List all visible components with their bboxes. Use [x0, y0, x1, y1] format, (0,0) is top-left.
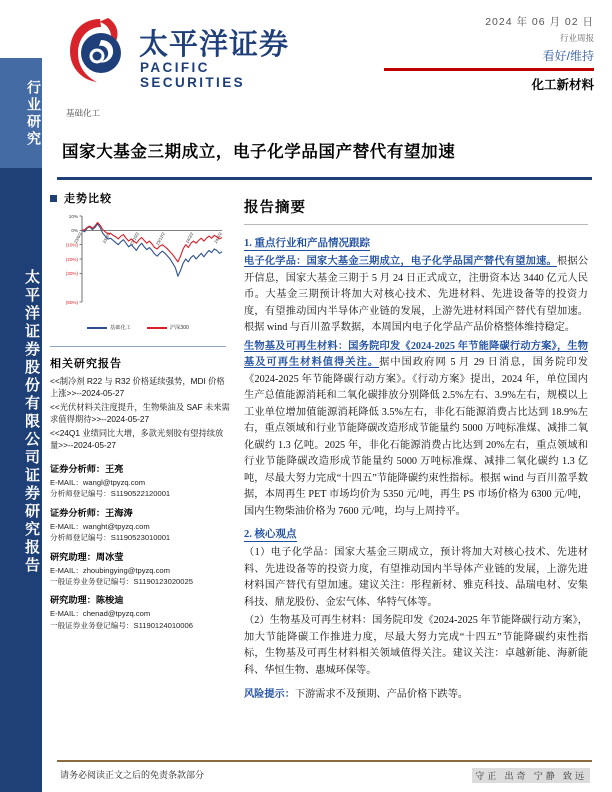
legend-swatch: [147, 327, 167, 329]
analyst-name: 研究助理：周冰莹: [50, 551, 124, 562]
chart-legend-item: [147, 324, 189, 331]
analyst-email[interactable]: E-MAIL：wangl@tpyzq.com: [50, 478, 146, 488]
legend-label: 沪深300: [169, 325, 189, 331]
section-1-body-1: 根据公开信息，国家大基金三期于 5 月 24 日正式成立，注册资本达 3440 亿元人民币。大基金三期预计将加大对核心技术、先进材料、先进设备等的投资力度，有望推动国内半导体产业链的发展，上游先进材料国产替代有望加速。根据 wind 与百川盈孚数据，本周国内电子化学品产品价格整体维持稳定。: [244, 256, 589, 334]
pacific-securities-logo-icon: [67, 16, 133, 84]
svg-text:(50%): (50%): [65, 299, 78, 305]
section-2-item-2: （2）生物基及可再生材料：国务院印发《2024-2025 年节能降碳行动方案》，加大节能降碳工作推进力度，尽最大努力完成“十四五”节能降碳约束性指标，生物基及可再生材料相关领域值得关注。建议关注：卓越新能、海新能科、华恒生物、惠城环保等。: [244, 615, 588, 676]
sidebar-label-industry-research: 行业研究: [25, 80, 40, 148]
svg-text:(30%): (30%): [65, 271, 78, 277]
analyst-block: [50, 592, 230, 631]
brand-name-en: PACIFIC SECURITIES: [140, 60, 246, 90]
section-1-body-2: 据中国政府网 5 月 29 日消息，国务院印发《2024-2025 年节能降碳行动方案》。《行动方案》提出，2024 年，单位国内生产总值能源消耗和二氧化碳排放分别降低 2.5%左右、3.9%左右，规模以上工业单位增加值能源消耗降低 3.5%左右，非化石能源消费占比达到 18.9%左右，重点领域和行业节能降碳改造形成节能量约 5000 万吨标准煤、减排二氧化碳约 1.3 亿吨。2025 年，非化石能源消费占比达到 20%左右，重点领域和行业节能降碳改造形成节能量约 5000 万吨标准煤、减排二氧化碳约 1.3 亿吨，尽最大努力完成“十四五”节能降碳约束性指标。根据 wind 与百川盈孚数据，本周再生 PET 市场均价为 5350 元/吨，再生 PS 市场价格为 6300 元/吨，国内生物柴油价格为 7600 元/吨，均与上周持平。: [244, 357, 589, 517]
reports-section-header: [50, 355, 230, 371]
risk-text: 下游需求不及预期、产品价格下跌等。: [294, 689, 469, 701]
trend-comparison-chart: [50, 210, 226, 342]
related-report-item[interactable]: <<制冷剂 R22 与 R32 价格延续强势，MDI 价格上涨>>--2024-05-27: [50, 376, 225, 399]
legend-swatch: [87, 327, 107, 329]
risk-label: 风险提示：: [244, 689, 295, 701]
analyst-block: [50, 549, 230, 588]
footer-slogan: 守正 出奇 宁静 致远: [472, 768, 590, 783]
reports-section-title: 相关研究报告: [50, 358, 122, 370]
svg-text:(20%): (20%): [65, 256, 78, 262]
analyst-license: 一般证券业务登记编号：S1190124010006: [50, 620, 193, 630]
header-meta: [354, 14, 594, 93]
chart-section-title: 走势比较: [64, 193, 112, 205]
analyst-name: 证券分析师：王海涛: [50, 507, 133, 518]
page-header: [42, 0, 612, 130]
svg-text:24/4/2: 24/4/2: [212, 231, 223, 245]
svg-text:(10%): (10%): [65, 242, 78, 248]
related-reports-list: [50, 375, 230, 451]
chart-section-header: [50, 190, 230, 206]
analyst-name: 证券分析师：王亮: [50, 464, 124, 475]
chart-legend: [50, 324, 226, 331]
left-column: [50, 190, 230, 636]
related-report-item[interactable]: <<光伏材料关注度提升，生物柴油及 SAF 未来需求值得期待>>--2024-05-27: [50, 402, 230, 425]
brand-logo: [67, 16, 317, 90]
analyst-license: 分析师登记编号：S1190523010001: [50, 533, 171, 543]
related-reports-section: [50, 355, 230, 451]
svg-text:23/6/2: 23/6/2: [72, 231, 83, 245]
page-title: 国家大基金三期成立，电子化学品国产替代有望加速: [62, 142, 456, 161]
footer-disclaimer: 请务必阅读正文之后的免责条款部分: [60, 770, 205, 780]
section-1-heading: 1. 重点行业和产品情况跟踪: [244, 235, 370, 251]
report-date: 2024 年 06 月 02 日: [485, 16, 594, 28]
svg-text:23/12/2: 23/12/2: [154, 231, 166, 247]
analysts-section: [50, 461, 230, 631]
analyst-email[interactable]: E-MAIL：wanght@tpyzq.com: [50, 521, 150, 531]
section-1-paragraph-1: [244, 254, 588, 337]
header-sector-tag: 基础化工: [66, 108, 101, 118]
analyst-email[interactable]: E-MAIL：zhoubingying@tpyzq.com: [50, 565, 170, 575]
analyst-block: [50, 505, 230, 544]
svg-text:0%: 0%: [71, 228, 78, 234]
section-2-heading: 2. 核心观点: [244, 526, 297, 542]
summary-title: 报告摘要: [244, 200, 306, 216]
summary-divider: [244, 224, 588, 225]
section-1-lead-2: 生物基及可再生材料：国务院印发《2024-2025 年节能降碳行动方案》，生物基及可再生材料值得关注。: [244, 340, 588, 369]
chart-legend-item: [87, 324, 131, 331]
svg-text:23/8/2: 23/8/2: [101, 231, 112, 245]
svg-text:24/2/2: 24/2/2: [184, 231, 195, 245]
title-divider: [57, 177, 592, 180]
analyst-name: 研究助理：陈梭迪: [50, 595, 124, 606]
report-type: 行业周报: [559, 33, 594, 43]
analyst-license: 分析师登记编号：S1190522120001: [50, 489, 171, 499]
right-column: [244, 196, 588, 714]
footer-divider: [57, 760, 592, 762]
brand-name-cn: 太平洋证券: [139, 29, 290, 61]
left-divider: [50, 346, 226, 347]
chart-canvas: [50, 210, 226, 322]
rating-badge: 看好/维持: [542, 49, 594, 63]
analyst-email[interactable]: E-MAIL：chenad@tpyzq.com: [50, 609, 151, 619]
section-1-lead-1: 电子化学品：国家大基金三期成立，电子化学品国产替代有望加速。: [244, 256, 557, 267]
section-1-paragraph-2: [244, 339, 588, 521]
sector-name: 化工新材料: [531, 77, 594, 92]
svg-text:10%: 10%: [68, 213, 78, 219]
risk-disclosure: [244, 687, 588, 704]
sidebar-label-company-research-report: 太平洋证券股份有限公司证券研究报告: [23, 269, 39, 575]
square-bullet-icon: [50, 195, 57, 202]
sidebar: [0, 0, 42, 792]
legend-label: 基础化工: [110, 325, 131, 331]
section-2-item-1: （1）电子化学品：国家大基金三期成立，预计将加大对核心技术、先进材料、先进设备等的投资力度，有望推动国内半导体产业链的发展，上游先进材料国产替代有望加速。建议关注：彤程新材、雅克科技、晶瑞电材、安集科技、鼎龙股份、金宏气体、华特气体等。: [244, 547, 588, 608]
svg-text:23/10/2: 23/10/2: [128, 231, 140, 247]
related-report-item[interactable]: <<24Q1 业绩同比大增，多款光刻胶有望持续放量>>--2024-05-27: [50, 428, 224, 451]
meta-divider: [384, 68, 594, 71]
analyst-license: 一般证券业务登记编号：S1190123020025: [50, 577, 193, 587]
analyst-block: [50, 461, 230, 500]
